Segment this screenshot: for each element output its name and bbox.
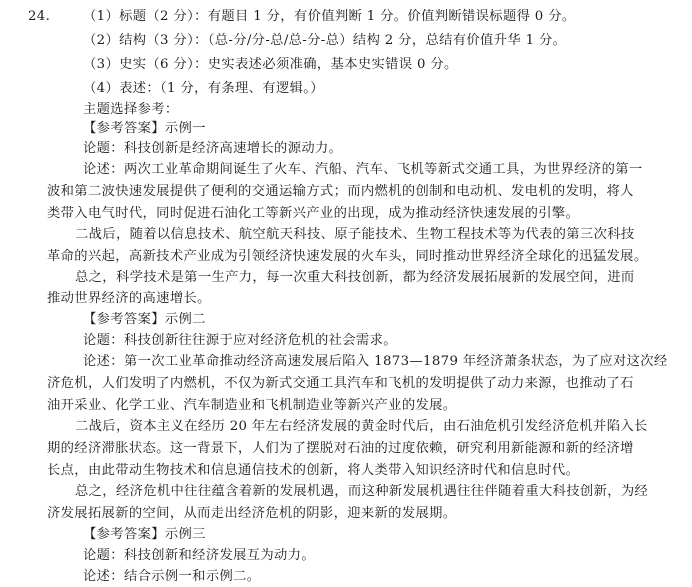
criterion-expression: （4）表述：（1 分，有条理、有逻辑。） <box>83 81 324 96</box>
example-1-line: 二战后，随着以信息技术、航空航天科技、原子能技术、生物工程技术等为代表的第三次科技 <box>75 227 635 242</box>
question-number: 24. <box>28 9 51 24</box>
example-2-line: 论述：第一次工业革命推动经济高速发展后陷入 1873—1879 年经济萧条状态，为了应对这次经 <box>83 354 668 369</box>
example-1-line: 类带入电气时代，同时促进石油化工等新兴产业的出现，成为推动经济快速发展的引擎。 <box>47 206 580 221</box>
example-2-line: 长点，由此带动生物技术和信息通信技术的创新，将人类带入知识经济时代和信息时代。 <box>47 463 580 478</box>
example-2-line: 济危机，人们发明了内燃机，不仅为新式交通工具汽车和飞机的发明提供了动力来源，也推动了石 <box>47 376 634 391</box>
topic-reference-label: 主题选择参考： <box>83 102 179 117</box>
example-1-line: 推动世界经济的高速增长。 <box>47 291 211 306</box>
example-1-header: 【参考答案】示例一 <box>83 121 206 136</box>
example-3-header: 【参考答案】示例三 <box>83 527 206 542</box>
criterion-facts: （3）史实（6 分）：史实表述必须准确，基本史实错误 0 分。 <box>83 57 458 72</box>
example-1-line: 革命的兴起，高新技术产业成为引领经济快速发展的火车头，同时推动世界经济全球化的迅猛发展。 <box>47 249 648 264</box>
example-3-thesis: 论题：科技创新和经济发展互为动力。 <box>83 548 315 563</box>
example-2-line: 二战后，资本主义在经历 20 年左右经济发展的黄金时代后，由石油危机引发经济危机并陷入长 <box>75 419 648 434</box>
example-2-line: 总之，经济危机中往往蕴含着新的发展机遇，而这种新发展机遇往往伴随着重大科技创新，为经 <box>75 484 649 499</box>
criterion-title: （1）标题（2 分）：有题目 1 分，有价值判断 1 分。价值判断错误标题得 0 分。 <box>83 9 576 24</box>
criterion-structure: （2）结构（3 分）：（总-分/分-总/总-分-总）结构 2 分，总结有价值升华 1 分。 <box>83 33 567 48</box>
example-1-line: 总之，科学技术是第一生产力，每一次重大科技创新，都为经济发展拓展新的发展空间，进而 <box>75 270 635 285</box>
example-1-thesis: 论题：科技创新是经济高速增长的源动力。 <box>83 141 343 156</box>
example-1-line: 论述：两次工业革命期间诞生了火车、汽船、汽车、飞机等新式交通工具，为世界经济的第一 <box>83 162 643 177</box>
example-1-line: 波和第二波快速发展提供了便利的交通运输方式；而内燃机的创制和电动机、发电机的发明，将人 <box>47 184 634 199</box>
example-2-thesis: 论题：科技创新往往源于应对经济危机的社会需求。 <box>83 333 397 348</box>
example-2-line: 油开采业、化学工业、汽车制造业和飞机制造业等新兴产业的发展。 <box>47 398 457 413</box>
example-2-header: 【参考答案】示例二 <box>83 312 206 327</box>
example-2-line: 期的经济滞胀状态。这一背景下，人们为了摆脱对石油的过度依赖，研究利用新能源和新的经济增 <box>47 441 634 456</box>
example-2-line: 济发展拓展新的空间，从而走出经济危机的阴影，迎来新的发展期。 <box>47 506 457 521</box>
example-3-line: 论述：结合示例一和示例二。 <box>83 569 261 584</box>
